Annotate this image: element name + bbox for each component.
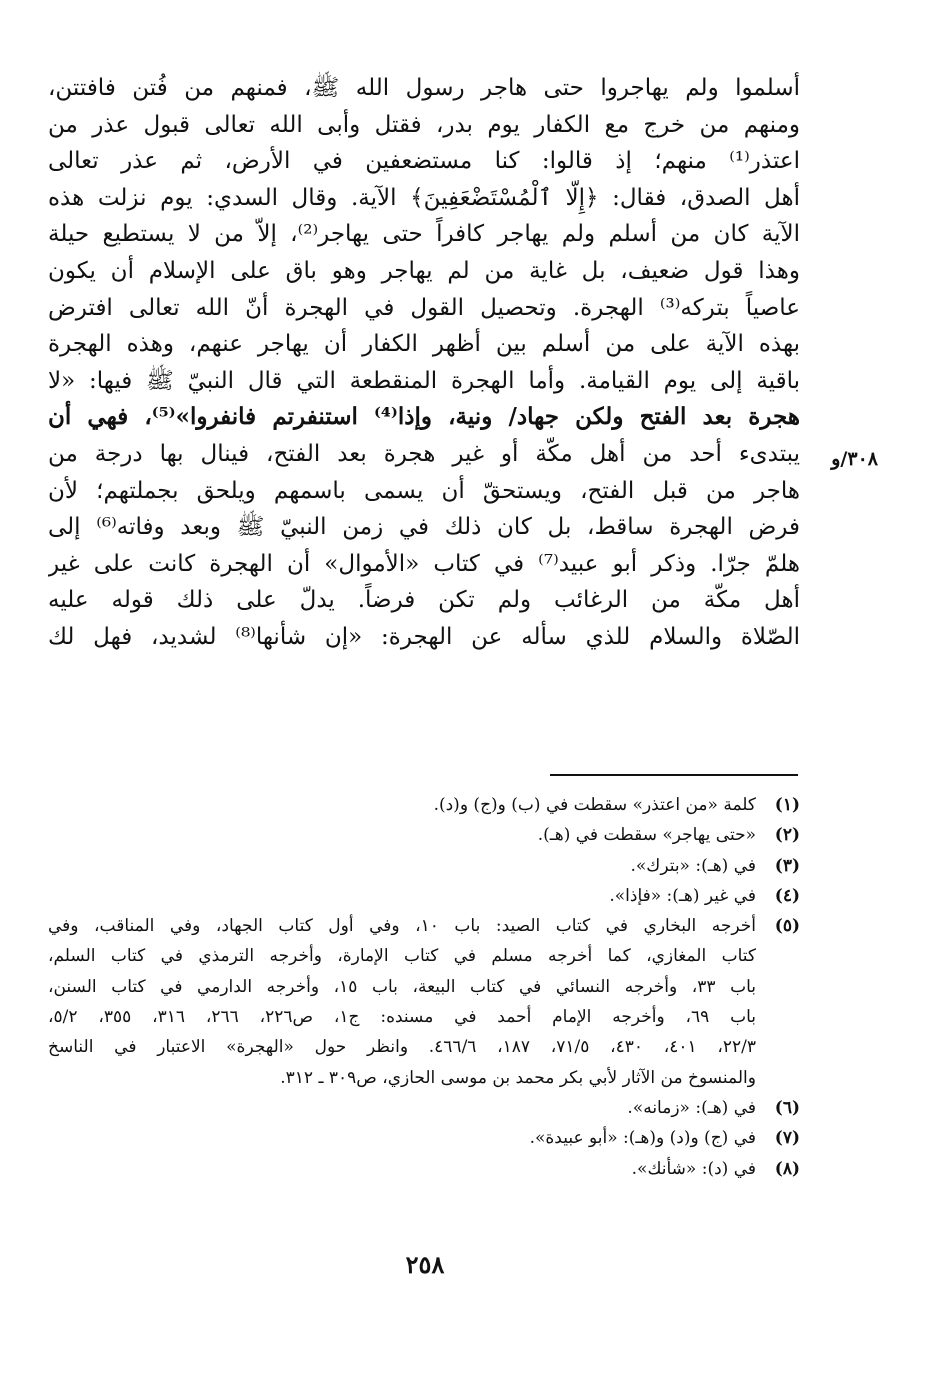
page-number: ٢٥٨ xyxy=(405,1250,445,1279)
footnote-item xyxy=(48,851,800,881)
footnote-text xyxy=(48,851,756,881)
text-line: باقية إلى يوم القيامة. وأما الهجرة المنقطعة التي قال النبيّ ﷺ فيها: «لا xyxy=(48,367,800,394)
footnote-text xyxy=(48,820,756,850)
footnotes xyxy=(48,790,800,1184)
footnote-text xyxy=(48,1123,756,1153)
footnote-text xyxy=(48,1154,756,1184)
text-line: وهذا قول ضعيف، بل غاية من لم يهاجر وهو باق على الإسلام أن يكون xyxy=(48,257,800,284)
text-line: عاصياً بتركه⁽³⁾ الهجرة. وتحصيل القول في الهجرة أنّ الله تعالى افترض xyxy=(48,294,800,321)
text-line: ومنهم من خرج مع الكفار يوم بدر، فقتل وأبى الله تعالى قبول عذر من xyxy=(48,111,800,138)
main-text xyxy=(48,70,800,656)
footnote-item xyxy=(48,790,800,820)
footnote-line: في غير (هـ): «فإذا». xyxy=(609,885,756,906)
footnote-number: (٣) xyxy=(774,855,800,876)
footnote-line: في (د): «شأنك». xyxy=(631,1158,756,1179)
footnote-line: والمنسوخ من الآثار لأبي بكر محمد بن موسى الحازي، ص٣٠٩ ـ ٣١٢. xyxy=(280,1067,756,1088)
footnote-item xyxy=(48,911,800,1093)
footnote-number: (٥) xyxy=(774,916,800,937)
footnote-number: (٨) xyxy=(774,1158,800,1179)
footnote-number: (١) xyxy=(774,795,800,815)
footnote-item xyxy=(48,881,800,911)
footnote-number: (٤) xyxy=(774,885,800,906)
footnote-item xyxy=(48,820,800,850)
footnote-number: (٢) xyxy=(774,825,800,846)
footnote-number: (٧) xyxy=(774,1128,800,1149)
footnote-text xyxy=(48,790,756,820)
text-line: أسلموا ولم يهاجروا حتى هاجر رسول الله ﷺ، فمنهم من فُتن فافتتن، xyxy=(48,75,800,101)
text-line: الصّلاة والسلام للذي سأله عن الهجرة: «إن شأنها⁽⁸⁾ لشديد، فهل لك xyxy=(48,623,800,650)
footnote-line: كلمة «من اعتذر» سقطت في (ب) و(ج) و(د). xyxy=(433,795,756,815)
manuscript-folio-marker: ٣٠٨/و xyxy=(831,448,878,470)
footnote-text xyxy=(48,881,756,911)
footnote-item xyxy=(48,1093,800,1123)
footnote-line: في (ج) و(د) و(هـ): «أبو عبيدة». xyxy=(529,1128,756,1149)
text-line: بهذه الآية على من أسلم بين أظهر الكفار أن يهاجر عنهم، وهذه الهجرة xyxy=(48,331,800,358)
text-line: أهل الصدق، فقال: ﴿إِلَّا ٱلْمُسْتَضْعَفِينَ﴾ الآية. وقال السدي: يوم نزلت هذه xyxy=(48,184,800,211)
text-line: هاجر من قبل الفتح، ويستحقّ أن يسمى باسمهم ويلحق بجملتهم؛ لأن xyxy=(48,477,800,504)
text-line: أهل مكّة من الرغائب ولم تكن فرضاً. يدلّ على ذلك قوله عليه xyxy=(48,587,800,614)
text-line: هلمّ جرّا. وذكر أبو عبيد⁽⁷⁾ في كتاب «الأموال» أن الهجرة كانت على غير xyxy=(48,550,800,577)
text-line: يبتدىء أحد من أهل مكّة أو غير هجرة بعد الفتح، فينال بها درجة من xyxy=(48,440,800,467)
footnote-line: كتاب المغازي، كما أخرجه مسلم في كتاب الإمارة، وأخرجه الترمذي في كتاب السلم، xyxy=(48,946,756,967)
text-line: فرض الهجرة ساقط، بل كان ذلك في زمن النبيّ ﷺ وبعد وفاته⁽⁶⁾ إلى xyxy=(48,514,800,541)
footnote-text xyxy=(48,911,756,1093)
footnote-item xyxy=(48,1123,800,1153)
footnote-line: «حتى يهاجر» سقطت في (هـ). xyxy=(537,825,756,846)
footnote-line: باب ٣٣، وأخرجه النسائي في كتاب البيعة، باب ١٥، وأخرجه الدارمي في كتاب السنن، xyxy=(48,976,756,997)
footnote-line: ٢٢/٣، ٤٠١، ٤٣٠، ٧١/٥، ١٨٧، ٤٦٦/٦. وانظر حول «الهجرة» الاعتبار في الناسخ xyxy=(48,1037,756,1058)
footnote-divider xyxy=(550,774,798,776)
footnote-line: في (هـ): «بترك». xyxy=(630,855,756,876)
footnote-number: (٦) xyxy=(774,1097,800,1118)
footnote-line: في (هـ): «زمانه». xyxy=(627,1097,756,1118)
footnote-line: باب ٦٩، وأخرجه الإمام أحمد في مسنده: ج١، ص٢٢٦، ٢٦٦، ٣١٦، ٣٥٥، ٥/٢، xyxy=(48,1007,756,1028)
footnote-item xyxy=(48,1154,800,1184)
footnote-line: أخرجه البخاري في كتاب الصيد: باب ١٠، وفي أول كتاب الجهاد، وفي المناقب، وفي xyxy=(48,916,756,937)
footnote-text xyxy=(48,1093,756,1123)
main-paragraph xyxy=(48,70,800,656)
text-line: اعتذر⁽¹⁾ منهم؛ إذ قالوا: كنا مستضعفين في الأرض، ثم عذر تعالى xyxy=(48,148,800,175)
hadith-line: هجرة بعد الفتح ولكن جهاد/ ونية، وإذا⁽⁴⁾ استنفرتم فانفروا»⁽⁵⁾، فهي أن xyxy=(48,403,800,431)
text-line: الآية كان من أسلم ولم يهاجر كافراً حتى يهاجر⁽²⁾، إلاّ من لا يستطيع حيلة xyxy=(48,221,800,248)
